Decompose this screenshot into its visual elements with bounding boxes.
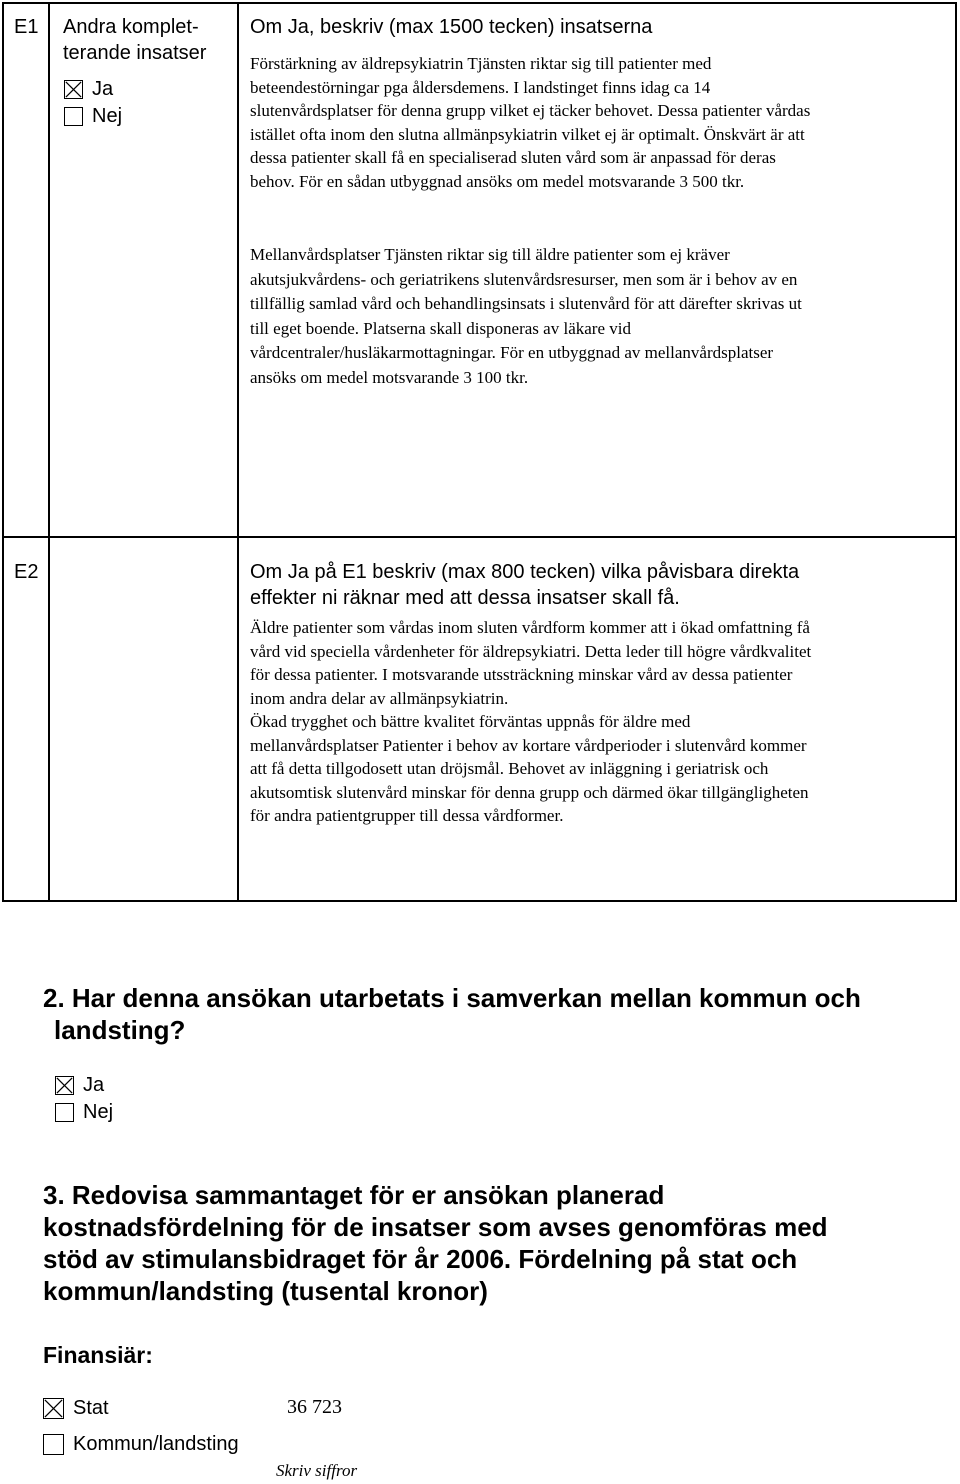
paragraph-line: för dessa patienter. I motsvarande utssträckning minskar vård av dessa patienter — [250, 665, 793, 684]
kommun-label: Kommun/landsting — [73, 1433, 239, 1455]
e2-answer-cell — [238, 537, 956, 901]
q2-option-no[interactable] — [55, 1101, 113, 1124]
e1-code-cell — [3, 3, 49, 537]
q3-heading-line4: kommun/landsting (tusental kronor) — [43, 1276, 488, 1306]
paragraph-line: för andra patientgrupper till dessa vårdformer. — [250, 806, 564, 825]
paragraph-line: inom andra delar av allmänpsykiatrin. — [250, 688, 509, 708]
paragraph-line: dessa patienter skall få en specialiserad sluten vård som är anpassad för deras — [250, 148, 776, 167]
e2-question — [250, 559, 799, 611]
paragraph-line: att få detta tillgodosett utan dröjsmål. Behovet av inläggning i geriatrisk och — [250, 759, 769, 778]
paragraph-line: slutenvårdsplatser för denna grupp vilket ej täcker behovet. Dessa patienter vårdas — [250, 101, 811, 120]
stat-checkbox[interactable] — [43, 1398, 64, 1419]
e1-no-checkbox[interactable] — [64, 107, 83, 126]
e1-code: E1 — [14, 16, 39, 38]
e1-question: Om Ja, beskriv (max 1500 tecken) insatserna — [250, 16, 653, 38]
stat-label: Stat — [73, 1397, 109, 1419]
e1-paragraph-1 — [250, 52, 940, 193]
e2-code: E2 — [14, 561, 39, 583]
checkbox-x-icon — [44, 1399, 63, 1418]
row-e2 — [3, 537, 956, 901]
paragraph-line: vård vid speciella vårdenheter för äldrepsykiatri. Detta leder till högre vårdkvalitet — [250, 641, 812, 661]
paragraph-line: Äldre patienter som vårdas inom sluten vårdform kommer att i ökad omfattning få — [250, 618, 810, 637]
e1-title — [63, 14, 206, 66]
paragraph-line: tillfällig samlad vård och behandlingsinsats i slutenvård för att därefter skrivas ut — [250, 294, 802, 313]
e1-no-label: Nej — [92, 105, 123, 127]
application-form-table — [2, 2, 957, 902]
q2-no-label: Nej — [83, 1101, 114, 1123]
q2-heading — [43, 982, 861, 1046]
stat-amount[interactable]: 36 723 — [287, 1396, 342, 1418]
e1-option-yes[interactable] — [64, 78, 113, 101]
q2-yes-label: Ja — [83, 1074, 105, 1096]
kommun-checkbox[interactable] — [43, 1434, 64, 1455]
e1-yes-label: Ja — [92, 78, 114, 100]
paragraph-line: till eget boende. Platserna skall disponeras av läkare vid — [250, 318, 631, 338]
paragraph-line: akutsjukvårdens- och geriatrikens slutenvårdsresurser, men som är i behov av en — [250, 269, 798, 289]
e1-title-line1: Andra komplet- — [63, 16, 199, 38]
paragraph-line: istället ofta inom den slutna allmänpsykiatrin vilket ej är optimalt. Önskvärt är att — [250, 124, 805, 144]
paragraph-line: vårdcentraler/husläkarmottagningar. För en utbyggnad av mellanvårdsplatser — [250, 343, 774, 362]
q3-heading — [43, 1179, 828, 1307]
q3-heading-line3: stöd av stimulansbidraget för år 2006. Fördelning på stat och — [43, 1244, 798, 1274]
paragraph-line: mellanvårdsplatser Patienter i behov av kortare vårdperioder i slutenvård kommer — [250, 735, 807, 755]
e2-question-line2: effekter ni räknar med att dessa insatser skall få. — [250, 587, 680, 609]
paragraph-line: akutsomtisk slutenvård minskar för denna grupp och därmed ökar tillgängligheten — [250, 782, 809, 802]
checkbox-x-icon — [56, 1077, 73, 1094]
e1-title-cell — [49, 3, 238, 537]
paragraph-line: ansöks om medel motsvarande 3 100 tkr. — [250, 367, 529, 387]
e1-title-line2: terande insatser — [63, 42, 207, 64]
e2-paragraph — [250, 616, 940, 828]
e2-empty-cell — [49, 537, 238, 901]
q2-option-yes[interactable] — [55, 1074, 104, 1097]
q2-heading-line2: landsting? — [54, 1015, 186, 1045]
e1-paragraph-2 — [250, 243, 940, 390]
paragraph-line: beteendestörningar pga åldersdemens. I landstinget finns idag ca 14 — [250, 77, 711, 97]
checkbox-x-icon — [65, 81, 82, 98]
q2-no-checkbox[interactable] — [55, 1103, 74, 1122]
kommun-option[interactable] — [43, 1433, 239, 1456]
stat-option[interactable] — [43, 1397, 109, 1420]
paragraph-line: Förstärkning av äldrepsykiatrin Tjänsten riktar sig till patienter med — [250, 54, 712, 73]
q2-heading-line1: 2. Har denna ansökan utarbetats i samverkan mellan kommun och — [43, 983, 861, 1013]
q3-heading-line2: kostnadsfördelning för de insatser som avses genomföras med — [43, 1212, 828, 1242]
amount-hint: Skriv siffror — [276, 1461, 358, 1480]
row-e1 — [3, 3, 956, 537]
e1-answer-cell — [238, 3, 956, 537]
e1-option-no[interactable] — [64, 105, 122, 128]
q2-yes-checkbox[interactable] — [55, 1076, 74, 1095]
paragraph-line: Ökad trygghet och bättre kvalitet förväntas uppnås för äldre med — [250, 712, 691, 731]
q3-heading-line1: 3. Redovisa sammantaget för er ansökan planerad — [43, 1180, 665, 1210]
paragraph-line: Mellanvårdsplatser Tjänsten riktar sig till äldre patienter som ej kräver — [250, 245, 730, 264]
e2-question-line1: Om Ja på E1 beskriv (max 800 tecken) vilka påvisbara direkta — [250, 561, 800, 583]
e1-yes-checkbox[interactable] — [64, 80, 83, 99]
e2-code-cell — [3, 537, 49, 901]
paragraph-line: behov. För en sådan utbyggnad ansöks om medel motsvarande 3 500 tkr. — [250, 171, 745, 191]
financier-label: Finansiär: — [43, 1342, 153, 1368]
